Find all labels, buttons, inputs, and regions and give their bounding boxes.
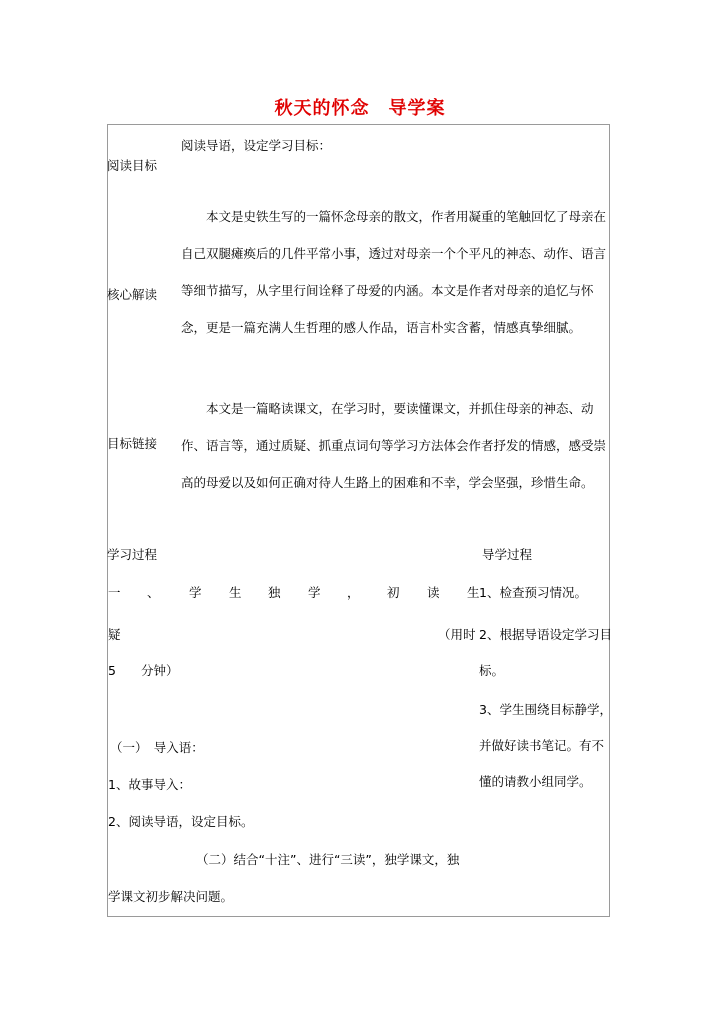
link-text: 本文是一篇略读课文，在学习时，要读懂课文，并抓住母亲的神态、动作、语言等，通过质疑、抓重点词句等学习方法体会作者抒发的情感，感受崇高的母爱以及如何正确对待人生路上的困难和不幸，学会坚强，珍惜生命。 (181, 401, 607, 490)
item-1: 1、故事导入： (108, 777, 191, 792)
item-2: 2、阅读导语，设定目标。 (108, 814, 254, 829)
step1-line2-right: （用时 (438, 627, 476, 642)
goal-label: 阅读目标 (107, 158, 158, 173)
step1-char: 学 (189, 585, 202, 600)
guide-line: 3、学生围绕目标静学， (479, 702, 612, 717)
step1-char: 生 (467, 585, 480, 600)
core-label: 核心解读 (107, 287, 158, 302)
step1-char: 独 (268, 585, 281, 600)
section2-line1: （二）结合“十注”、进行“三读”，独学课文，独 (196, 852, 460, 867)
goal-text: 阅读导语，设定学习目标： (181, 138, 332, 153)
guide-line: 懂的请教小组同学。 (479, 774, 592, 789)
section2-line2: 学课文初步解决问题。 (108, 889, 234, 904)
core-text: 本文是史铁生写的一篇怀念母亲的散文，作者用凝重的笔触回忆了母亲在自己双腿瘫痪后的几件平常小事，透过对母亲一个个平凡的神态、动作、语言等细节描写，从字里行间诠释了母爱的内涵。本文是作者对母亲的追忆与怀念，更是一篇充满人生哲理的感人作品，语言朴实含蓄，情感真挚细腻。 (181, 209, 607, 335)
step1-char: 、 (147, 585, 160, 600)
step1-char: 初 (387, 585, 400, 600)
guide-line: 1、检查预习情况。 (479, 585, 587, 600)
step1-char: 读 (427, 585, 440, 600)
process-left-header: 学习过程 (107, 547, 158, 562)
page-title: 秋天的怀念 导学案 (274, 98, 446, 119)
guide-line: 标。 (479, 663, 505, 678)
process-right-header: 导学过程 (482, 547, 533, 562)
link-label: 目标链接 (107, 436, 158, 451)
step1-char: 一 (108, 585, 121, 600)
step1-char: 生 (229, 585, 242, 600)
step1-char: 学 (308, 585, 321, 600)
intro-heading: （一） 导入语： (110, 740, 204, 755)
step1-line2-left: 疑 (108, 627, 121, 642)
step1-line3: 5 分钟） (108, 663, 179, 678)
step1-char: ， (347, 585, 360, 600)
guide-line: 并做好读书笔记。有不 (479, 738, 605, 753)
guide-line: 2、根据导语设定学习目 (479, 627, 612, 642)
